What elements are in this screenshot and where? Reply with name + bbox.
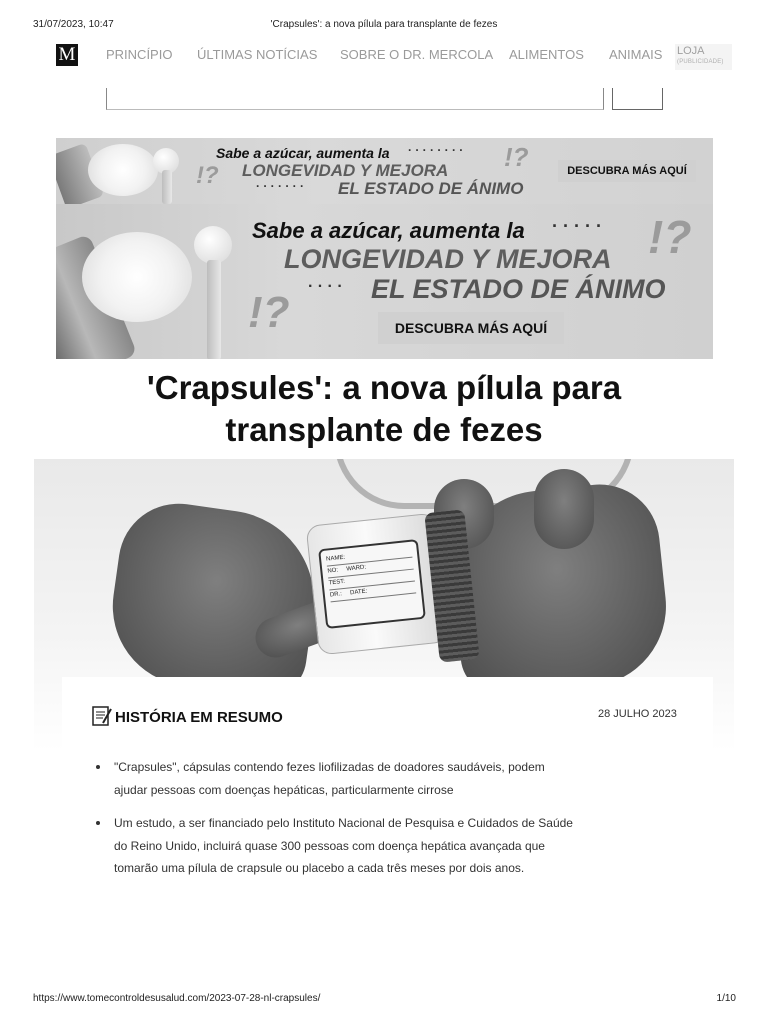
- nav-item-alimentos[interactable]: ALIMENTOS: [509, 47, 584, 62]
- ad-banner-large-qmark-right: !?: [648, 211, 692, 263]
- bullet-dot-icon: [96, 821, 100, 825]
- ad-banner-large-dots-line3: · · · ·: [308, 278, 343, 295]
- ad-banner-line1: Sabe a azúcar, aumenta la: [216, 145, 390, 161]
- summary-heading: HISTÓRIA EM RESUMO: [115, 709, 283, 726]
- print-footer: [0, 990, 768, 1010]
- ad-banner-dots-line3: · · · · · · ·: [256, 179, 304, 193]
- search-button[interactable]: [612, 88, 663, 110]
- ad-banner-large-cta-button[interactable]: DESCUBRA MÁS AQUÍ: [378, 312, 564, 344]
- publish-date: 28 JULHO 2023: [598, 708, 677, 720]
- powder-pile-image: [88, 144, 158, 196]
- spoon-handle-image: [207, 260, 221, 359]
- ad-banner-cta-button[interactable]: DESCUBRA MÁS AQUÍ: [558, 160, 696, 182]
- nav-item-sobre-dr-mercola[interactable]: SOBRE O DR. MERCOLA: [340, 47, 494, 62]
- nav-shop-subtitle: (PUBLICIDADE): [677, 59, 724, 65]
- summary-bullet: [96, 756, 576, 801]
- ad-banner-small[interactable]: [56, 138, 713, 204]
- spoon-image: [194, 226, 232, 264]
- left-glove-image: [102, 496, 325, 702]
- nav-item-principio[interactable]: PRINCÍPIO: [106, 47, 173, 62]
- article-title: 'Crapsules': a nova pílula para transplante de fezes: [146, 369, 622, 448]
- nav-shop-label: LOJA: [677, 45, 705, 57]
- powder-pile-image: [82, 232, 192, 322]
- mercola-logo[interactable]: M: [56, 44, 78, 66]
- cup-label-test: TEST:: [328, 570, 415, 591]
- print-page-title: 'Crapsules': a nova pílula para transplante de fezes: [270, 19, 498, 30]
- notepad-pencil-icon: [92, 705, 112, 727]
- nav-item-ultimas-noticias[interactable]: ÚLTIMAS NOTÍCIAS: [197, 47, 318, 62]
- search-input[interactable]: [106, 88, 604, 110]
- summary-bullet-text: "Crapsules", cápsulas contendo fezes liofilizadas de doadores saudáveis, podem ajudar pessoas com doenças hepáticas, particularmente cirrose: [114, 760, 545, 797]
- cup-label-date-text: DATE:: [349, 588, 368, 597]
- print-datetime: 31/07/2023, 10:47: [33, 19, 114, 30]
- story-summary-card: [62, 677, 713, 917]
- ad-banner-large-line3: EL ESTADO DE ÁNIMO: [371, 274, 666, 304]
- specimen-cup-label: [318, 539, 426, 629]
- ad-banner-line3: EL ESTADO DE ÁNIMO: [338, 179, 524, 198]
- summary-bullet: [96, 812, 576, 880]
- print-url: https://www.tomecontroldesusalud.com/2023-07-28-nl-crapsules/: [33, 993, 321, 1004]
- ad-banner-dots: · · · · · · · ·: [408, 143, 464, 157]
- nav-item-loja[interactable]: [675, 44, 732, 70]
- nav-item-animais[interactable]: ANIMAIS: [609, 47, 663, 62]
- cup-label-no-text: NO:: [327, 567, 339, 575]
- ad-banner-qmark-left: !?: [196, 162, 219, 189]
- print-header: [0, 0, 768, 40]
- cup-label-dr-text: DR.:: [329, 591, 343, 599]
- spoon-handle-image: [162, 170, 172, 204]
- bullet-dot-icon: [96, 765, 100, 769]
- ad-banner-line2: LONGEVIDAD Y MEJORA: [242, 161, 449, 180]
- ad-banner-large[interactable]: [56, 204, 713, 359]
- ad-banner-qmark-right: !?: [504, 142, 529, 172]
- ad-banner-large-qmark-left: !?: [248, 288, 290, 337]
- ad-banner-large-dots: · · · · ·: [552, 216, 602, 236]
- cup-label-name: NAME:: [326, 546, 413, 567]
- right-glove-finger-image-2: [534, 469, 594, 549]
- cup-label-ward-text: WARD:: [346, 564, 367, 573]
- ad-banner-large-line1: Sabe a azúcar, aumenta la: [252, 218, 525, 243]
- ad-banner-large-line2: LONGEVIDAD Y MEJORA: [284, 244, 612, 274]
- site-nav: [56, 40, 732, 74]
- summary-bullet-text: Um estudo, a ser financiado pelo Instituto Nacional de Pesquisa e Cuidados de Saúde do Reino Unido, incluirá quase 300 pessoas com doença hepática avançada que tomarão uma pílula de crapsule ou placebo a cada três meses por dois anos.: [114, 816, 573, 875]
- print-page-number: 1/10: [716, 993, 736, 1004]
